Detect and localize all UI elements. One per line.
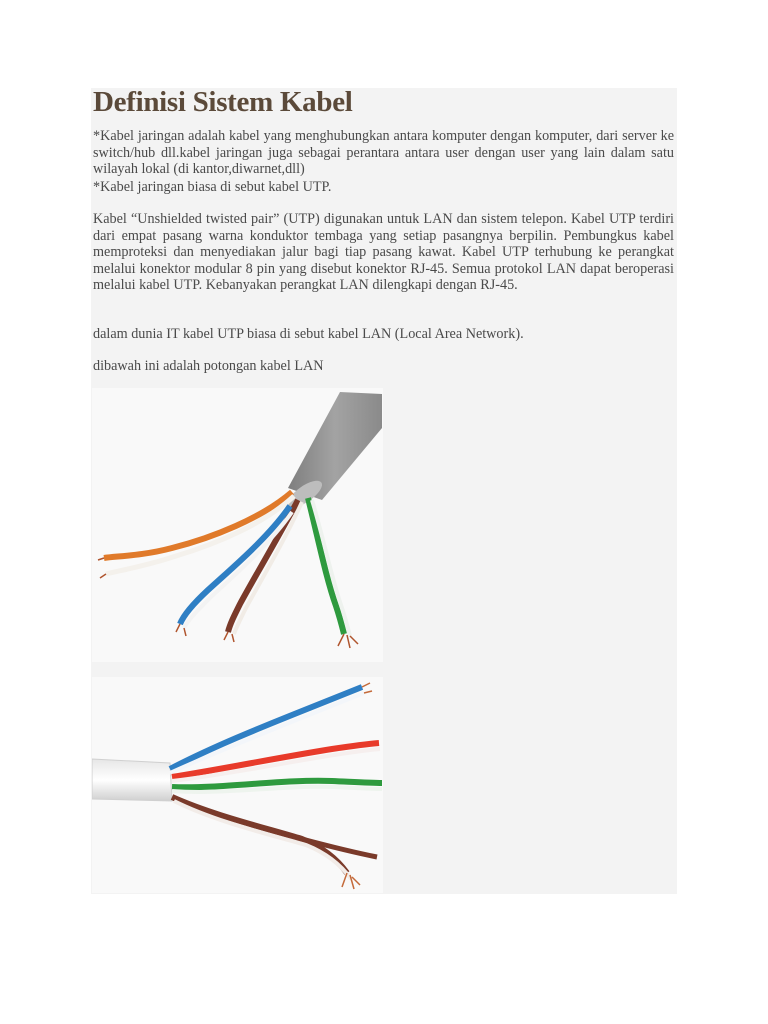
paragraph-definition: *Kabel jaringan adalah kabel yang menghubungkan antara komputer dengan komputer, dari server ke switch/hub dll.kabel jaringan juga sebagai perantara antara user dengan user yang lain dalam satu wilayah lokal (di kantor,diwarnet,dll)	[93, 128, 674, 178]
utp-cable-icon	[92, 388, 383, 662]
utp-cable-photo-vertical	[92, 388, 383, 662]
utp-cable-icon	[92, 677, 383, 893]
paragraph-utp-note: *Kabel jaringan biasa di sebut kabel UTP.	[93, 179, 332, 195]
paragraph-image-intro: dibawah ini adalah potongan kabel LAN	[93, 358, 324, 374]
utp-cable-photo-horizontal	[92, 677, 383, 893]
page-title: Definisi Sistem Kabel	[93, 86, 353, 118]
paragraph-utp-description: Kabel “Unshielded twisted pair” (UTP) digunakan untuk LAN dan sistem telepon. Kabel UTP terdiri dari empat pasang warna konduktor tembaga yang setiap pasangnya berpilin. Pembungkus kabel memproteksi dan menyediakan jalur bagi tiap pasang kawat. Kabel UTP terhubung ke perangkat melalui konektor modular 8 pin yang disebut konektor RJ-45. Semua protokol LAN dapat beroperasi melalui kabel UTP. Kebanyakan perangkat LAN dilengkapi dengan RJ-45.	[93, 211, 674, 294]
paragraph-lan-note: dalam dunia IT kabel UTP biasa di sebut kabel LAN (Local Area Network).	[93, 326, 524, 342]
